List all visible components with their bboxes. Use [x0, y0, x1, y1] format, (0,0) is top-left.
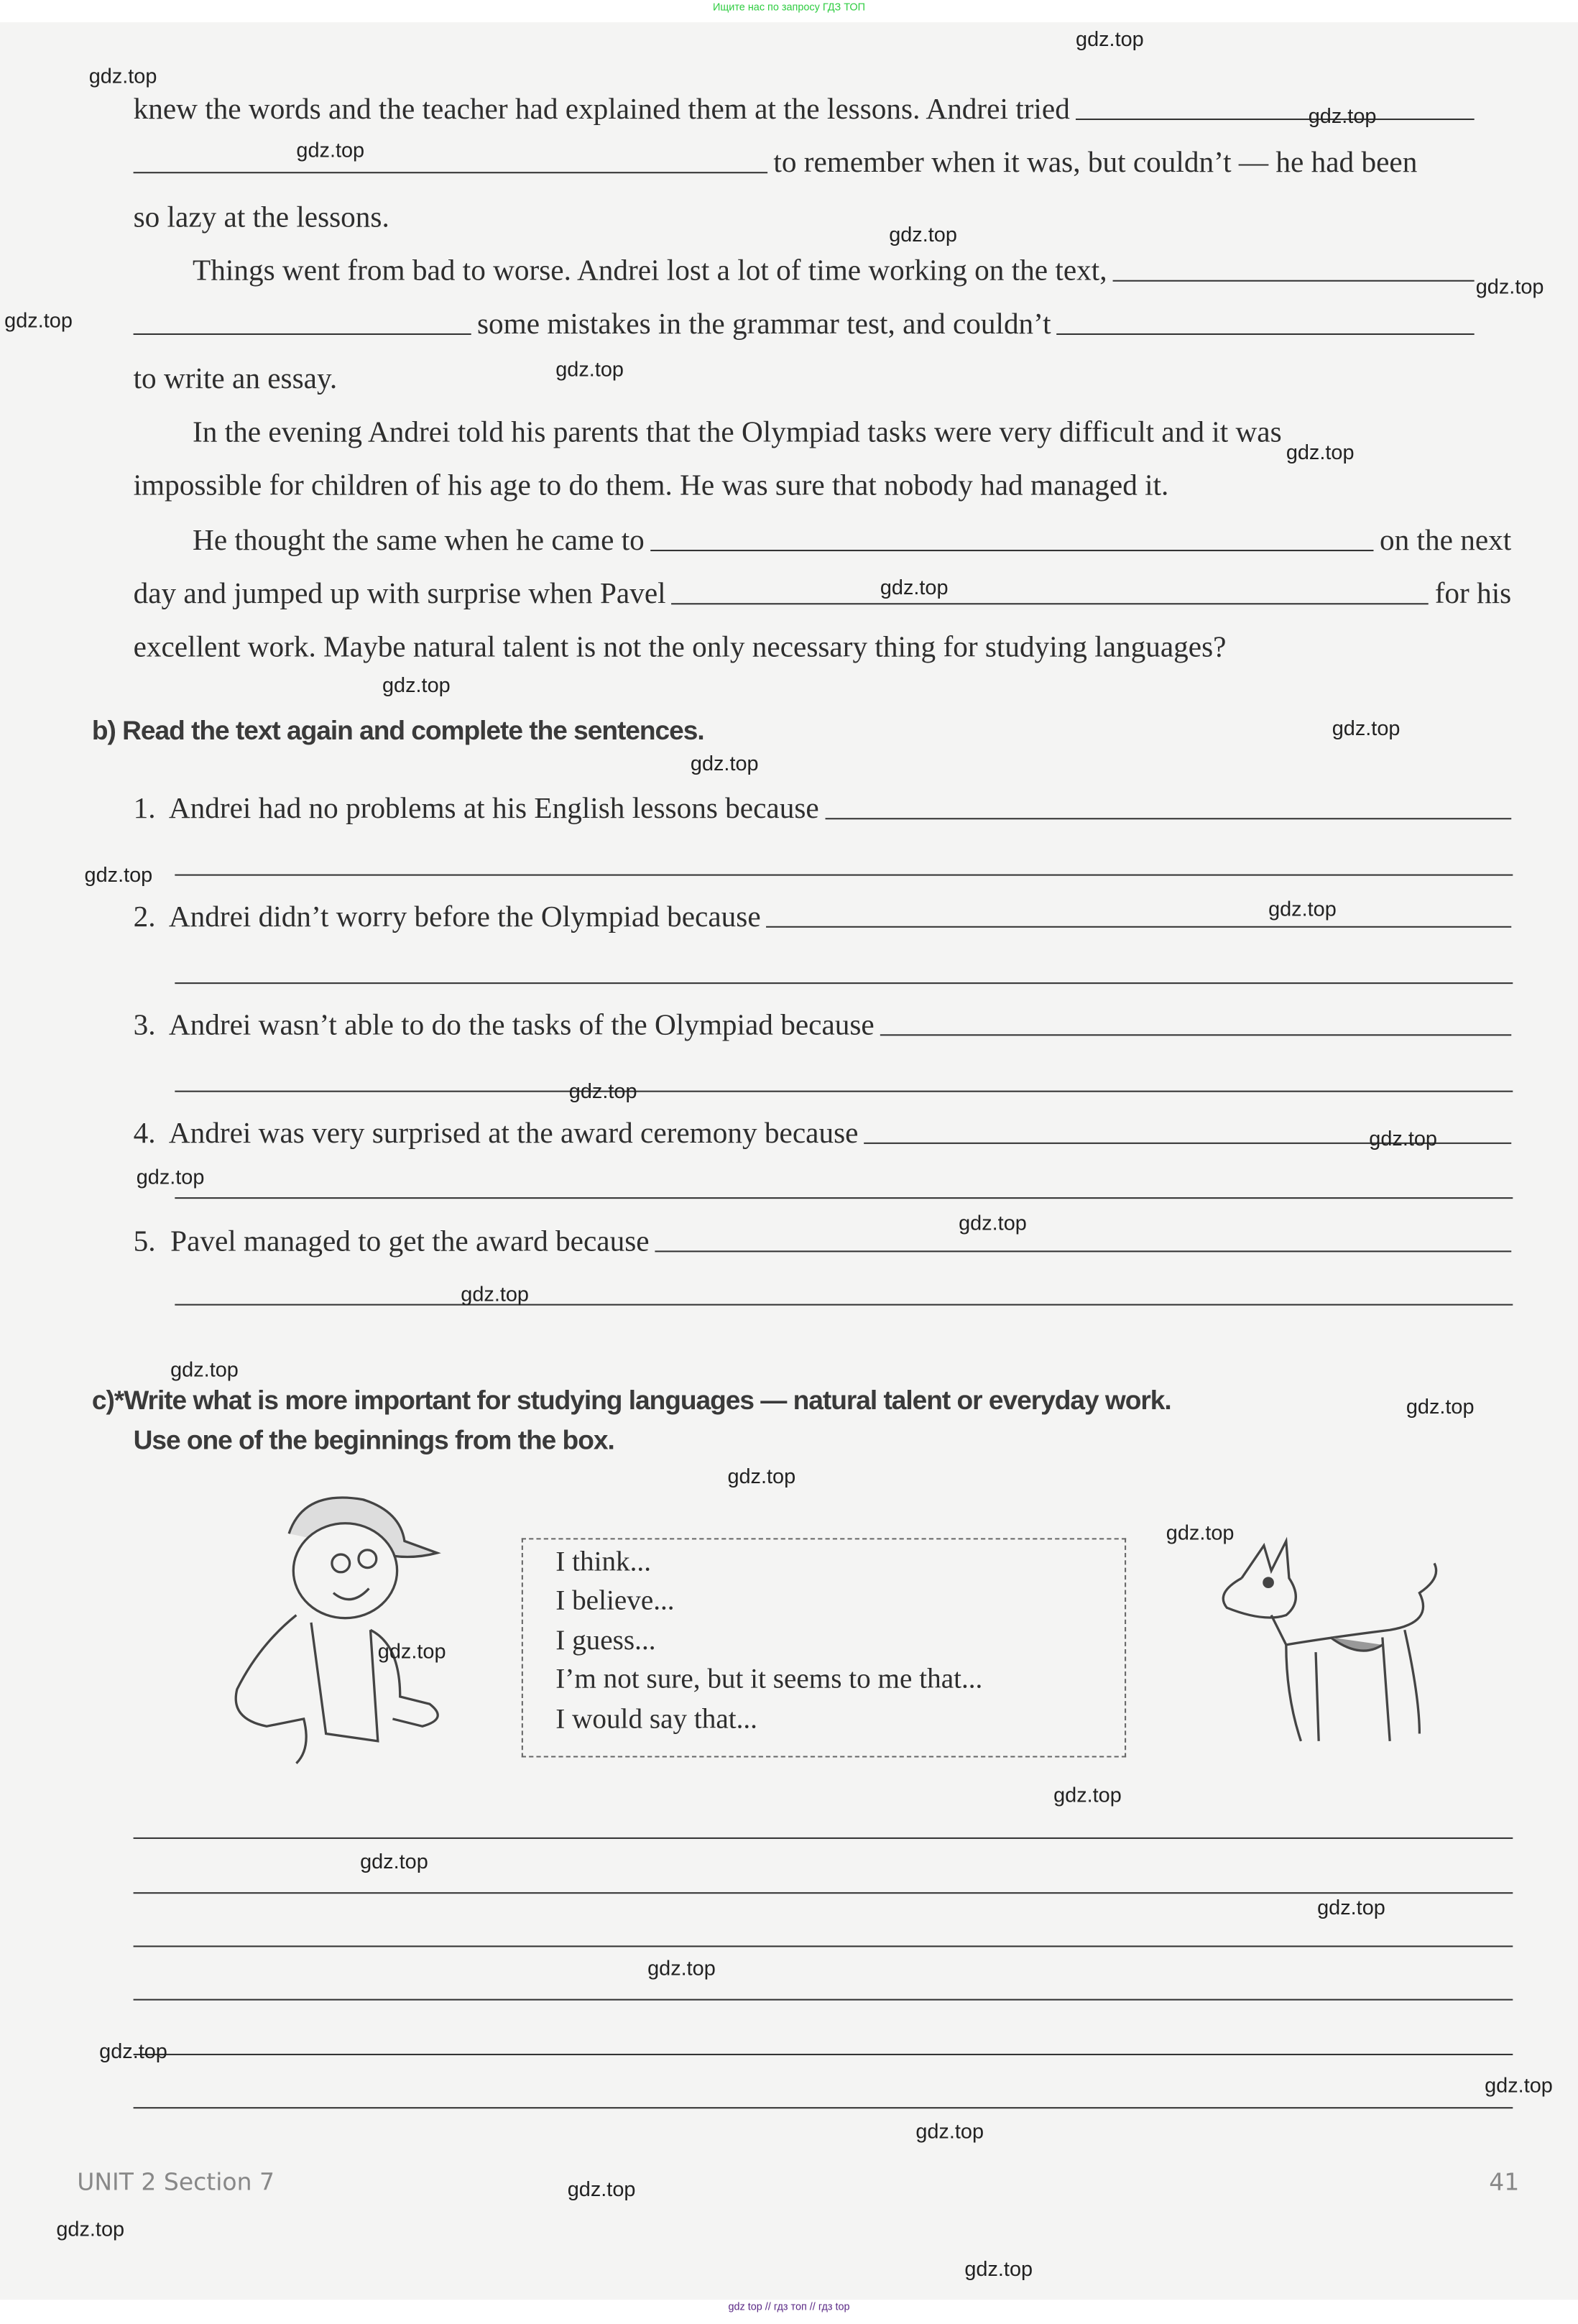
- text: day and jumped up with surprise when Pavel: [133, 578, 666, 611]
- watermark: gdz.top: [567, 2177, 636, 2201]
- watermark: gdz.top: [1053, 1782, 1122, 1807]
- watermark: gdz.top: [461, 1281, 530, 1306]
- watermark: gdz.top: [1317, 1895, 1385, 1919]
- sentence-beginnings-box: [522, 1538, 1126, 1757]
- watermark: gdz.top: [1076, 27, 1144, 51]
- text: so lazy at the lessons.: [133, 201, 389, 234]
- watermark: gdz.top: [690, 751, 759, 775]
- text: to write an essay.: [133, 363, 338, 396]
- answer-blank[interactable]: [134, 333, 471, 335]
- text-line: [134, 200, 1512, 235]
- answer-blank[interactable]: [767, 926, 1511, 928]
- watermark: gdz.top: [377, 1638, 446, 1663]
- watermark: gdz.top: [4, 308, 73, 332]
- task-b-item: [134, 1007, 1512, 1043]
- watermark: gdz.top: [382, 673, 451, 697]
- text-line: [134, 92, 1512, 127]
- answer-line[interactable]: [175, 1197, 1513, 1199]
- item-text: 4. Andrei was very surprised at the award ceremony because: [133, 1117, 859, 1151]
- answer-blank[interactable]: [655, 1250, 1511, 1252]
- text: on the next: [1379, 524, 1512, 558]
- text: impossible for children of his age to do them. He was sure that nobody had managed it.: [133, 469, 1169, 503]
- page-number: 41: [1489, 2167, 1520, 2196]
- answer-line[interactable]: [134, 1837, 1513, 1839]
- task-b-item: [134, 791, 1512, 826]
- box-phrase: I believe...: [555, 1586, 675, 1618]
- watermark: gdz.top: [99, 2039, 167, 2063]
- watermark: gdz.top: [170, 1357, 239, 1381]
- text: He thought the same when he came to: [193, 524, 645, 558]
- watermark: gdz.top: [727, 1464, 796, 1488]
- answer-blank[interactable]: [134, 172, 768, 173]
- answer-blank[interactable]: [650, 550, 1374, 551]
- box-phrase: I guess...: [555, 1625, 656, 1656]
- answer-line[interactable]: [175, 982, 1513, 984]
- watermark: gdz.top: [88, 63, 157, 88]
- answer-line[interactable]: [134, 2054, 1513, 2055]
- watermark: gdz.top: [56, 2216, 125, 2241]
- task-c-heading: c)*Write what is more important for studying languages — natural talent or everyday work.: [91, 1385, 1171, 1416]
- text: knew the words and the teacher had explained them at the lessons. Andrei tried: [133, 93, 1070, 126]
- answer-line[interactable]: [175, 1091, 1513, 1092]
- watermark: gdz.top: [360, 1849, 428, 1873]
- box-phrase: I’m not sure, but it seems to me that...: [555, 1664, 983, 1696]
- text-line: [134, 307, 1512, 342]
- item-text: 2. Andrei didn’t worry before the Olympiad because: [133, 900, 761, 934]
- task-c-heading-2: Use one of the beginnings from the box.: [133, 1425, 614, 1455]
- watermark: gdz.top: [1406, 1394, 1475, 1419]
- answer-line[interactable]: [175, 1304, 1513, 1306]
- item-text: 1. Andrei had no problems at his English lessons because: [133, 793, 819, 826]
- text: In the evening Andrei told his parents that the Olympiad tasks were very difficult and it was: [193, 416, 1282, 449]
- watermark: gdz.top: [1475, 274, 1544, 298]
- unit-section-label: UNIT 2 Section 7: [77, 2167, 274, 2196]
- watermark: gdz.top: [880, 575, 949, 599]
- boy-illustration-icon: [215, 1482, 452, 1771]
- answer-blank[interactable]: [880, 1034, 1511, 1036]
- text-line: [134, 469, 1512, 504]
- watermark: gdz.top: [568, 1079, 637, 1103]
- watermark: gdz.top: [959, 1210, 1027, 1235]
- watermark: gdz.top: [1286, 440, 1355, 464]
- watermark: gdz.top: [1485, 2072, 1553, 2097]
- text: Things went from bad to worse. Andrei lost a lot of time working on the text,: [193, 254, 1107, 288]
- item-text: 3. Andrei wasn’t able to do the tasks of the Olympiad because: [133, 1009, 875, 1042]
- text: excellent work. Maybe natural talent is not the only necessary thing for studying languages?: [133, 631, 1227, 664]
- text-line: [134, 523, 1512, 558]
- text: some mistakes in the grammar test, and couldn’t: [476, 308, 1051, 341]
- top-banner: Ищите нас по запросу ГДЗ ТОП: [713, 3, 865, 14]
- task-b-heading: b) Read the text again and complete the sentences.: [91, 715, 704, 746]
- task-b-item: [134, 1116, 1512, 1151]
- watermark: gdz.top: [1332, 715, 1401, 739]
- text-line: [134, 254, 1512, 289]
- watermark: gdz.top: [555, 356, 624, 381]
- task-b-item: [134, 1224, 1512, 1259]
- answer-blank[interactable]: [1113, 280, 1475, 282]
- watermark: gdz.top: [1166, 1520, 1235, 1544]
- text-line: [134, 630, 1512, 665]
- watermark: gdz.top: [136, 1164, 205, 1189]
- watermark: gdz.top: [915, 2118, 984, 2143]
- text-line: [134, 361, 1512, 397]
- watermark: gdz.top: [84, 862, 153, 887]
- dog-illustration-icon: [1212, 1534, 1457, 1748]
- answer-blank[interactable]: [672, 603, 1429, 604]
- answer-line[interactable]: [175, 875, 1513, 876]
- watermark: gdz.top: [889, 222, 957, 246]
- watermark: gdz.top: [647, 1955, 716, 1980]
- answer-blank[interactable]: [1076, 119, 1475, 120]
- bottom-banner: gdz top // гдз топ // гдз top: [728, 2302, 850, 2313]
- answer-blank[interactable]: [825, 818, 1511, 819]
- answer-line[interactable]: [134, 1892, 1513, 1894]
- answer-line[interactable]: [134, 1945, 1513, 1947]
- watermark: gdz.top: [964, 2256, 1033, 2281]
- box-phrase: I would say that...: [555, 1703, 758, 1735]
- answer-line[interactable]: [134, 1999, 1513, 2001]
- answer-blank[interactable]: [1057, 333, 1475, 335]
- box-phrase: I think...: [555, 1546, 652, 1579]
- text-line: [134, 576, 1512, 612]
- item-text: 5. Pavel managed to get the award because: [133, 1225, 650, 1258]
- watermark: gdz.top: [296, 137, 365, 162]
- text: to remember when it was, but couldn’t — he had been: [773, 147, 1418, 180]
- watermark: gdz.top: [1268, 896, 1337, 921]
- watermark: gdz.top: [1369, 1126, 1438, 1151]
- answer-line[interactable]: [134, 2107, 1513, 2108]
- watermark: gdz.top: [1308, 103, 1377, 128]
- text: for his: [1434, 578, 1512, 611]
